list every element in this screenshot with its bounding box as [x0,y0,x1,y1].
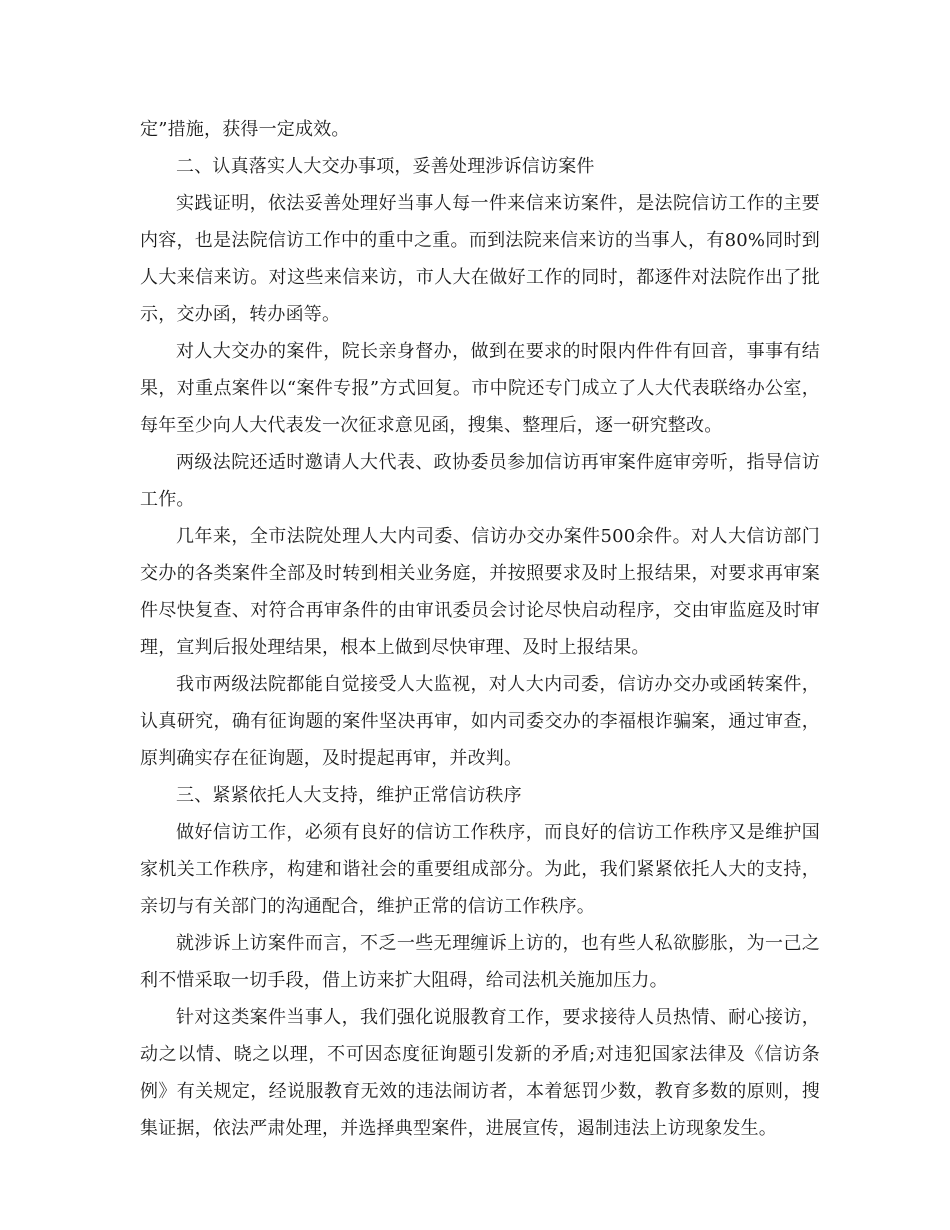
paragraph: 针对这类案件当事人，我们强化说服教育工作，要求接待人员热情、耐心接访，动之以情、晓之以理，不可因态度征询题引发新的矛盾;对违犯国家法律及《信访条例》有关规定，经说服教育无效的违法闹访者，本着惩罚少数，教育多数的原则，搜集证据，依法严肃处理，并选择典型案件，进展宣传，遏制违法上访现象发生。 [140,1007,820,1139]
paragraph: 两级法院还适时邀请人大代表、政协委员参加信访再审案件庭审旁听，指导信访工作。 [140,452,820,510]
paragraph: 就涉诉上访案件而言，不乏一些无理缠诉上访的，也有些人私欲膨胀，为一己之利不惜采取一切手段，借上访来扩大阻碍，给司法机关施加压力。 [140,933,820,991]
paragraph: 几年来，全市法院处理人大内司委、信访办交办案件500余件。对人大信访部门交办的各类案件全部及时转到相关业务庭，并按照要求及时上报结果，对要求再审案件尽快复查、对符合再审条件的由审讯委员会讨论尽快启动程序，交由审监庭及时审理，宣判后报处理结果，根本上做到尽快审理、及时上报结果。 [140,526,820,658]
section-heading: 二、认真落实人大交办事项，妥善处理涉诉信访案件 [176,156,595,177]
paragraph: 定”措施，获得一定成效。 [140,119,350,140]
section-heading: 三、紧紧依托人大支持，维护正常信访秩序 [176,785,522,806]
document-body [140,111,820,1147]
paragraph: 做好信访工作，必须有良好的信访工作秩序，而良好的信访工作秩序又是维护国家机关工作秩序，构建和谐社会的重要组成部分。为此，我们紧紧依托人大的支持，亲切与有关部门的沟通配合，维护正常的信访工作秩序。 [140,822,820,917]
paragraph: 对人大交办的案件，院长亲身督办，做到在要求的时限内件件有回音，事事有结果，对重点案件以“案件专报”方式回复。市中院还专门成立了人大代表联络办公室，每年至少向人大代表发一次征求意见函，搜集、整理后，逐一研究整改。 [140,341,820,436]
paragraph: 我市两级法院都能自觉接受人大监视，对人大内司委，信访办交办或函转案件，认真研究，确有征询题的案件坚决再审，如内司委交办的李福根诈骗案，通过审查，原判确实存在征询题，及时提起再审，并改判。 [140,674,820,769]
paragraph: 实践证明，依法妥善处理好当事人每一件来信来访案件，是法院信访工作的主要内容，也是法院信访工作中的重中之重。而到法院来信来访的当事人，有80%同时到人大来信来访。对这些来信来访，市人大在做好工作的同时，都逐件对法院作出了批示，交办函，转办函等。 [140,193,820,325]
